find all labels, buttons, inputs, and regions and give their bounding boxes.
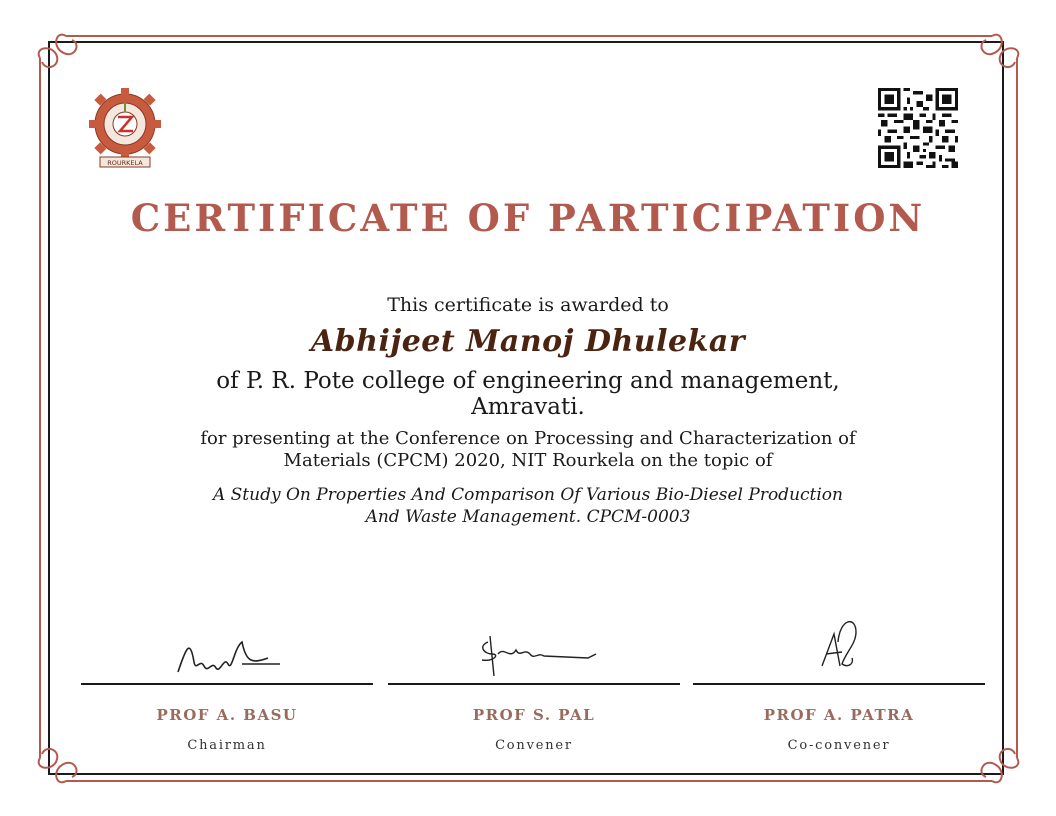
logo-text: ROURKELA	[107, 159, 143, 167]
institute-seal-icon	[78, 84, 172, 174]
signature-pal	[474, 632, 600, 680]
signature-basu	[172, 628, 284, 680]
signatory-name: PROF S. PAL	[472, 706, 596, 724]
topic-line: And Waste Management. CPCM-0003	[365, 507, 691, 527]
college-text	[128, 368, 928, 420]
topic-line: A Study On Properties And Comparison Of Various Bio-Diesel Production	[212, 485, 843, 505]
signature-line	[693, 683, 985, 685]
signatory-name: PROF A. BASU	[156, 706, 298, 724]
signature-patra	[808, 612, 868, 678]
signatory-role: Chairman	[187, 738, 267, 753]
signatory-role: Co-convener	[787, 738, 891, 753]
presenting-line: Materials (CPCM) 2020, NIT Rourkela on the topic of	[283, 450, 773, 471]
presenting-line: for presenting at the Conference on Processing and Characterization of	[200, 428, 856, 449]
qr-code-icon	[878, 88, 958, 168]
signatory-role: Convener	[495, 738, 573, 753]
signature-line	[81, 683, 373, 685]
presenting-text	[128, 428, 928, 472]
awarded-text: This certificate is awarded to	[387, 294, 669, 316]
signatory-name: PROF A. PATRA	[763, 706, 915, 724]
signature-line	[388, 683, 680, 685]
certificate-title: CERTIFICATE OF PARTICIPATION	[130, 196, 926, 240]
topic-text	[128, 484, 928, 528]
recipient-name: Abhijeet Manoj Dhulekar	[310, 324, 746, 359]
college-line: Amravati.	[471, 394, 585, 420]
college-line: of P. R. Pote college of engineering and management,	[216, 368, 840, 394]
